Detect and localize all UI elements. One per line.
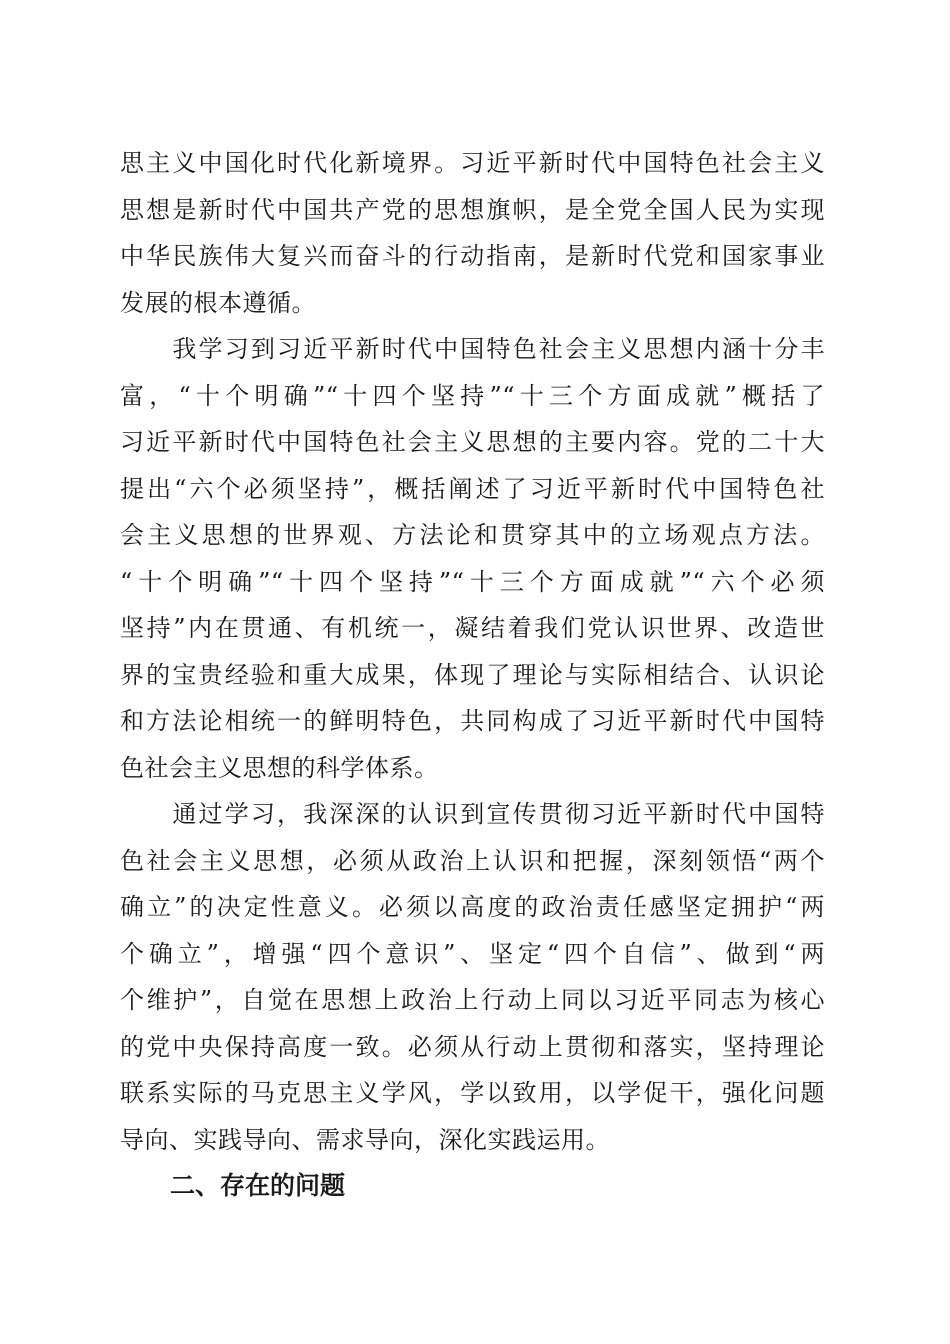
document-body (120, 140, 825, 1210)
text-line: 界的宝贵经验和重大成果，体现了理论与实际相结合、认识论 (120, 660, 825, 689)
text-line: 富，“十个明确”“十四个坚持”“十三个方面成就”概括了 (120, 381, 825, 410)
text-line: 和方法论相统一的鲜明特色，共同构成了习近平新时代中国特 (120, 707, 825, 735)
text-line: 我学习到习近平新时代中国特色社会主义思想内涵十分丰 (120, 335, 825, 363)
text-line: 中华民族伟大复兴而奋斗的行动指南，是新时代党和国家事业 (120, 242, 825, 270)
text-line: 联系实际的马克思主义学风，学以致用，以学促干，强化问题 (120, 1079, 825, 1107)
paragraph-1 (120, 140, 825, 326)
text-line: 思主义中国化时代化新境界。习近平新时代中国特色社会主义 (120, 149, 825, 177)
text-line: 个维护”，自觉在思想上政治上行动上同以习近平同志为核心 (120, 986, 825, 1014)
text-line: 思想是新时代中国共产党的思想旗帜，是全党全国人民为实现 (120, 195, 825, 224)
text-line: “十个明确”“十四个坚持”“十三个方面成就”“六个必须 (120, 567, 825, 596)
text-line: 习近平新时代中国特色社会主义思想的主要内容。党的二十大 (120, 428, 825, 456)
text-line: 的党中央保持高度一致。必须从行动上贯彻和落实，坚持理论 (120, 1032, 825, 1061)
text-line: 提出“六个必须坚持”，概括阐述了习近平新时代中国特色社 (120, 474, 825, 503)
text-line: 通过学习，我深深的认识到宣传贯彻习近平新时代中国特 (120, 800, 825, 828)
text-line: 色社会主义思想的科学体系。 (120, 753, 439, 782)
text-line: 确立”的决定性意义。必须以高度的政治责任感坚定拥护“两 (120, 893, 825, 921)
paragraph-2 (120, 326, 825, 791)
text-line: 色社会主义思想，必须从政治上认识和把握，深刻领悟“两个 (120, 846, 825, 875)
section-heading: 二、存在的问题 (170, 1171, 346, 1200)
text-line: 发展的根本遵循。 (120, 288, 316, 317)
text-line: 会主义思想的世界观、方法论和贯穿其中的立场观点方法。 (120, 521, 825, 549)
text-line: 个确立”，增强“四个意识”、坚定“四个自信”、做到“两 (120, 939, 825, 968)
paragraph-3 (120, 791, 825, 1163)
text-line: 导向、实践导向、需求导向，深化实践运用。 (120, 1125, 610, 1154)
text-line: 坚持”内在贯通、有机统一，凝结着我们党认识世界、改造世 (120, 614, 825, 642)
